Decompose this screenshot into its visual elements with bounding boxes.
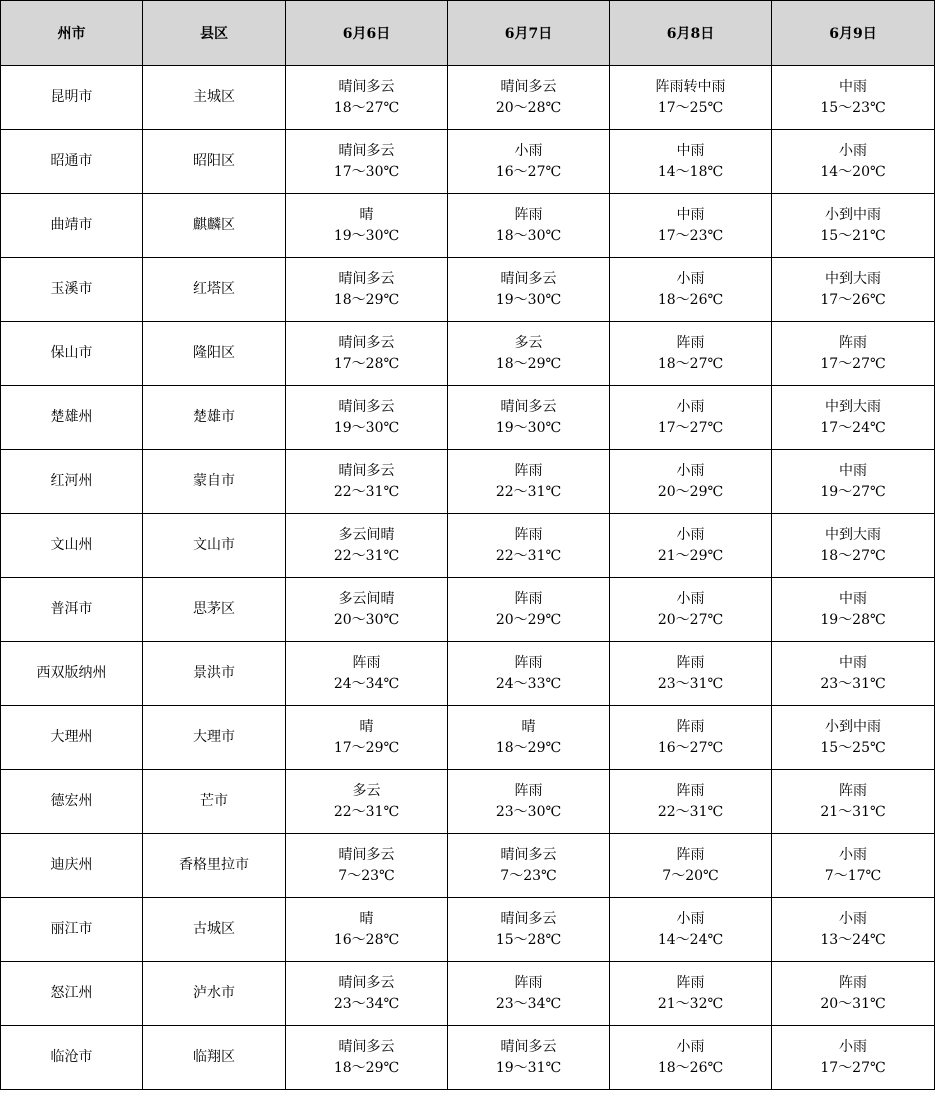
weather-condition: 晴间多云 — [338, 462, 395, 479]
forecast-cell — [610, 898, 772, 962]
weather-condition: 阵雨 — [839, 974, 867, 991]
forecast-cell — [772, 642, 935, 706]
weather-condition: 中雨 — [676, 142, 705, 159]
table-row — [1, 194, 935, 258]
city-cell: 玉溪市 — [1, 258, 143, 322]
weather-condition: 晴间多云 — [338, 846, 395, 863]
table-row — [1, 514, 935, 578]
forecast-cell — [772, 834, 935, 898]
forecast-cell — [610, 642, 772, 706]
weather-condition: 阵雨 — [514, 782, 543, 799]
forecast-cell — [286, 258, 448, 322]
forecast-cell — [448, 898, 610, 962]
temperature-range: 18～27℃ — [657, 355, 724, 372]
temperature-range: 23～34℃ — [333, 995, 400, 1012]
weather-condition: 晴间多云 — [338, 270, 395, 287]
temperature-range: 18～29℃ — [495, 355, 562, 372]
forecast-cell — [772, 130, 935, 194]
weather-condition: 中到大雨 — [825, 526, 881, 543]
weather-condition: 小雨 — [839, 142, 867, 159]
district-cell: 麒麟区 — [143, 194, 286, 258]
district-cell: 思茅区 — [143, 578, 286, 642]
forecast-cell — [610, 770, 772, 834]
weather-condition: 小雨 — [676, 462, 705, 479]
district-cell: 泸水市 — [143, 962, 286, 1026]
table-row — [1, 834, 935, 898]
temperature-range: 19～28℃ — [820, 611, 886, 628]
weather-condition: 晴 — [359, 718, 374, 735]
weather-condition: 晴间多云 — [338, 398, 395, 415]
weather-condition: 晴间多云 — [500, 846, 557, 863]
temperature-range: 18～26℃ — [657, 1059, 724, 1076]
temperature-range: 17～25℃ — [657, 99, 724, 116]
weather-condition: 晴间多云 — [500, 1038, 557, 1055]
temperature-range: 15～28℃ — [495, 931, 562, 948]
forecast-cell — [610, 834, 772, 898]
weather-condition: 阵雨 — [514, 462, 543, 479]
temperature-range: 15～21℃ — [820, 227, 886, 244]
temperature-range: 23～31℃ — [820, 675, 886, 692]
forecast-cell — [448, 194, 610, 258]
temperature-range: 19～31℃ — [495, 1059, 562, 1076]
table-row — [1, 258, 935, 322]
weather-condition: 晴间多云 — [338, 974, 395, 991]
weather-condition: 阵雨 — [514, 590, 543, 607]
forecast-cell — [448, 130, 610, 194]
temperature-range: 23～34℃ — [495, 995, 562, 1012]
temperature-range: 7～20℃ — [662, 867, 719, 884]
table-row — [1, 450, 935, 514]
forecast-cell — [286, 66, 448, 130]
forecast-cell — [610, 962, 772, 1026]
city-cell: 丽江市 — [1, 898, 143, 962]
temperature-range: 20～29℃ — [495, 611, 562, 628]
table-row — [1, 898, 935, 962]
temperature-range: 18～29℃ — [333, 1059, 400, 1076]
district-cell: 芒市 — [143, 770, 286, 834]
forecast-cell — [772, 706, 935, 770]
table-row — [1, 1026, 935, 1090]
forecast-cell — [286, 450, 448, 514]
temperature-range: 22～31℃ — [333, 547, 400, 564]
temperature-range: 22～31℃ — [333, 483, 400, 500]
weather-condition: 小雨 — [676, 526, 705, 543]
district-cell: 大理市 — [143, 706, 286, 770]
forecast-cell — [448, 1026, 610, 1090]
temperature-range: 22～31℃ — [657, 803, 724, 820]
temperature-range: 23～31℃ — [657, 675, 724, 692]
forecast-cell — [448, 514, 610, 578]
forecast-cell — [448, 578, 610, 642]
weather-condition: 晴间多云 — [338, 142, 395, 159]
district-cell: 红塔区 — [143, 258, 286, 322]
forecast-cell — [772, 194, 935, 258]
table-row — [1, 770, 935, 834]
temperature-range: 17～27℃ — [820, 355, 886, 372]
temperature-range: 23～30℃ — [495, 803, 562, 820]
temperature-range: 20～27℃ — [657, 611, 724, 628]
district-cell: 主城区 — [143, 66, 286, 130]
weather-condition: 小到中雨 — [825, 206, 881, 223]
weather-condition: 阵雨 — [676, 718, 705, 735]
city-cell: 楚雄州 — [1, 386, 143, 450]
weather-condition: 中雨 — [839, 654, 867, 671]
forecast-cell — [610, 194, 772, 258]
temperature-range: 17～23℃ — [657, 227, 724, 244]
city-cell: 西双版纳州 — [1, 642, 143, 706]
weather-condition: 小雨 — [676, 910, 705, 927]
forecast-cell — [286, 194, 448, 258]
weather-condition: 晴 — [521, 718, 536, 735]
forecast-cell — [610, 1026, 772, 1090]
city-cell: 昆明市 — [1, 66, 143, 130]
forecast-cell — [448, 66, 610, 130]
city-cell: 文山州 — [1, 514, 143, 578]
forecast-cell — [610, 706, 772, 770]
temperature-range: 16～27℃ — [657, 739, 724, 756]
forecast-cell — [772, 578, 935, 642]
forecast-cell — [286, 706, 448, 770]
temperature-range: 20～31℃ — [820, 995, 886, 1012]
temperature-range: 16～27℃ — [495, 163, 562, 180]
header-row — [1, 1, 935, 66]
weather-condition: 多云 — [514, 334, 543, 351]
weather-condition: 小雨 — [514, 142, 543, 159]
temperature-range: 19～27℃ — [820, 483, 886, 500]
temperature-range: 7～17℃ — [824, 867, 882, 884]
weather-condition: 小雨 — [839, 910, 867, 927]
temperature-range: 14～18℃ — [657, 163, 724, 180]
table-row — [1, 706, 935, 770]
forecast-cell — [772, 962, 935, 1026]
header-day-4: 6月9日 — [772, 1, 935, 66]
forecast-cell — [448, 834, 610, 898]
forecast-cell — [610, 322, 772, 386]
forecast-cell — [448, 706, 610, 770]
district-cell: 蒙自市 — [143, 450, 286, 514]
table-row — [1, 66, 935, 130]
weather-condition: 多云间晴 — [338, 590, 395, 607]
weather-condition: 小到中雨 — [825, 718, 881, 735]
table-row — [1, 130, 935, 194]
weather-condition: 晴间多云 — [500, 270, 557, 287]
temperature-range: 17～27℃ — [657, 419, 724, 436]
district-cell: 隆阳区 — [143, 322, 286, 386]
forecast-cell — [772, 322, 935, 386]
weather-condition: 小雨 — [839, 1038, 867, 1055]
header-day-3: 6月8日 — [610, 1, 772, 66]
table-header — [1, 1, 935, 66]
temperature-range: 20～29℃ — [657, 483, 724, 500]
city-cell: 普洱市 — [1, 578, 143, 642]
weather-condition: 晴间多云 — [338, 78, 395, 95]
temperature-range: 18～30℃ — [495, 227, 562, 244]
temperature-range: 21～31℃ — [820, 803, 886, 820]
forecast-cell — [610, 386, 772, 450]
forecast-cell — [286, 130, 448, 194]
weather-condition: 小雨 — [676, 270, 705, 287]
city-cell: 大理州 — [1, 706, 143, 770]
weather-condition: 中雨 — [839, 78, 867, 95]
weather-condition: 阵雨 — [839, 334, 867, 351]
forecast-cell — [448, 450, 610, 514]
temperature-range: 18～27℃ — [333, 99, 400, 116]
temperature-range: 22～31℃ — [495, 547, 562, 564]
weather-condition: 阵雨 — [514, 974, 543, 991]
temperature-range: 15～25℃ — [820, 739, 886, 756]
temperature-range: 18～27℃ — [820, 547, 886, 564]
weather-condition: 阵雨 — [676, 974, 705, 991]
forecast-cell — [772, 450, 935, 514]
forecast-cell — [448, 386, 610, 450]
forecast-cell — [610, 258, 772, 322]
weather-condition: 中雨 — [839, 590, 867, 607]
weather-condition: 多云 — [352, 782, 381, 799]
weather-condition: 阵雨 — [676, 334, 705, 351]
weather-condition: 多云间晴 — [338, 526, 395, 543]
city-cell: 迪庆州 — [1, 834, 143, 898]
weather-condition: 晴间多云 — [500, 398, 557, 415]
forecast-cell — [772, 770, 935, 834]
forecast-cell — [286, 770, 448, 834]
temperature-range: 17～27℃ — [820, 1059, 886, 1076]
temperature-range: 15～23℃ — [820, 99, 886, 116]
temperature-range: 13～24℃ — [820, 931, 886, 948]
weather-condition: 晴 — [359, 206, 374, 223]
weather-condition: 晴间多云 — [338, 1038, 395, 1055]
forecast-cell — [610, 66, 772, 130]
forecast-cell — [286, 322, 448, 386]
table-body — [1, 66, 935, 1090]
forecast-cell — [772, 258, 935, 322]
forecast-cell — [772, 66, 935, 130]
temperature-range: 24～33℃ — [495, 675, 562, 692]
forecast-cell — [286, 962, 448, 1026]
table-row — [1, 322, 935, 386]
table-row — [1, 386, 935, 450]
weather-condition: 晴间多云 — [500, 78, 557, 95]
forecast-cell — [610, 130, 772, 194]
temperature-range: 19～30℃ — [333, 419, 400, 436]
weather-condition: 中雨 — [839, 462, 867, 479]
temperature-range: 14～20℃ — [820, 163, 886, 180]
forecast-cell — [772, 1026, 935, 1090]
city-cell: 曲靖市 — [1, 194, 143, 258]
weather-condition: 小雨 — [676, 590, 705, 607]
weather-condition: 晴间多云 — [338, 334, 395, 351]
temperature-range: 20～30℃ — [333, 611, 400, 628]
header-city: 州市 — [1, 1, 143, 66]
temperature-range: 17～26℃ — [820, 291, 886, 308]
weather-condition: 中到大雨 — [825, 398, 881, 415]
weather-condition: 阵雨 — [514, 206, 543, 223]
city-cell: 红河州 — [1, 450, 143, 514]
district-cell: 香格里拉市 — [143, 834, 286, 898]
weather-condition: 晴间多云 — [500, 910, 557, 927]
weather-condition: 晴 — [359, 910, 374, 927]
weather-condition: 中雨 — [676, 206, 705, 223]
temperature-range: 22～31℃ — [495, 483, 562, 500]
weather-condition: 小雨 — [676, 1038, 705, 1055]
temperature-range: 16～28℃ — [333, 931, 400, 948]
temperature-range: 18～29℃ — [333, 291, 400, 308]
weather-condition: 阵雨 — [514, 526, 543, 543]
forecast-cell — [286, 834, 448, 898]
weather-condition: 阵雨 — [676, 846, 705, 863]
weather-condition: 小雨 — [676, 398, 705, 415]
temperature-range: 17～30℃ — [333, 163, 400, 180]
temperature-range: 17～29℃ — [333, 739, 400, 756]
temperature-range: 18～29℃ — [495, 739, 562, 756]
city-cell: 昭通市 — [1, 130, 143, 194]
forecast-cell — [448, 322, 610, 386]
header-district: 县区 — [143, 1, 286, 66]
forecast-cell — [772, 514, 935, 578]
district-cell: 昭阳区 — [143, 130, 286, 194]
district-cell: 楚雄市 — [143, 386, 286, 450]
temperature-range: 19～30℃ — [495, 291, 562, 308]
temperature-range: 14～24℃ — [657, 931, 724, 948]
forecast-cell — [610, 514, 772, 578]
district-cell: 临翔区 — [143, 1026, 286, 1090]
header-day-2: 6月7日 — [448, 1, 610, 66]
forecast-cell — [286, 386, 448, 450]
temperature-range: 19～30℃ — [495, 419, 562, 436]
table-row — [1, 578, 935, 642]
temperature-range: 21～29℃ — [657, 547, 724, 564]
weather-condition: 中到大雨 — [825, 270, 881, 287]
weather-condition: 阵雨 — [514, 654, 543, 671]
header-day-1: 6月6日 — [286, 1, 448, 66]
temperature-range: 7～23℃ — [500, 867, 557, 884]
temperature-range: 22～31℃ — [333, 803, 400, 820]
forecast-cell — [286, 642, 448, 706]
weather-condition: 阵雨 — [676, 654, 705, 671]
weather-condition: 阵雨 — [839, 782, 867, 799]
table-row — [1, 962, 935, 1026]
weather-condition: 阵雨 — [352, 654, 381, 671]
table-row — [1, 642, 935, 706]
forecast-cell — [448, 770, 610, 834]
weather-condition: 阵雨 — [676, 782, 705, 799]
temperature-range: 21～32℃ — [657, 995, 724, 1012]
city-cell: 保山市 — [1, 322, 143, 386]
temperature-range: 24～34℃ — [333, 675, 400, 692]
weather-condition: 阵雨转中雨 — [655, 78, 726, 95]
city-cell: 德宏州 — [1, 770, 143, 834]
city-cell: 怒江州 — [1, 962, 143, 1026]
forecast-cell — [610, 578, 772, 642]
forecast-cell — [772, 898, 935, 962]
district-cell: 文山市 — [143, 514, 286, 578]
temperature-range: 19～30℃ — [333, 227, 400, 244]
district-cell: 景洪市 — [143, 642, 286, 706]
forecast-cell — [448, 962, 610, 1026]
forecast-cell — [286, 578, 448, 642]
temperature-range: 18～26℃ — [657, 291, 724, 308]
city-cell: 临沧市 — [1, 1026, 143, 1090]
district-cell: 古城区 — [143, 898, 286, 962]
forecast-cell — [286, 1026, 448, 1090]
forecast-cell — [286, 898, 448, 962]
forecast-cell — [448, 642, 610, 706]
temperature-range: 20～28℃ — [495, 99, 562, 116]
forecast-cell — [286, 514, 448, 578]
forecast-cell — [610, 450, 772, 514]
weather-condition: 小雨 — [839, 846, 867, 863]
forecast-cell — [772, 386, 935, 450]
temperature-range: 17～28℃ — [333, 355, 400, 372]
temperature-range: 17～24℃ — [820, 419, 886, 436]
temperature-range: 7～23℃ — [338, 867, 395, 884]
forecast-cell — [448, 258, 610, 322]
